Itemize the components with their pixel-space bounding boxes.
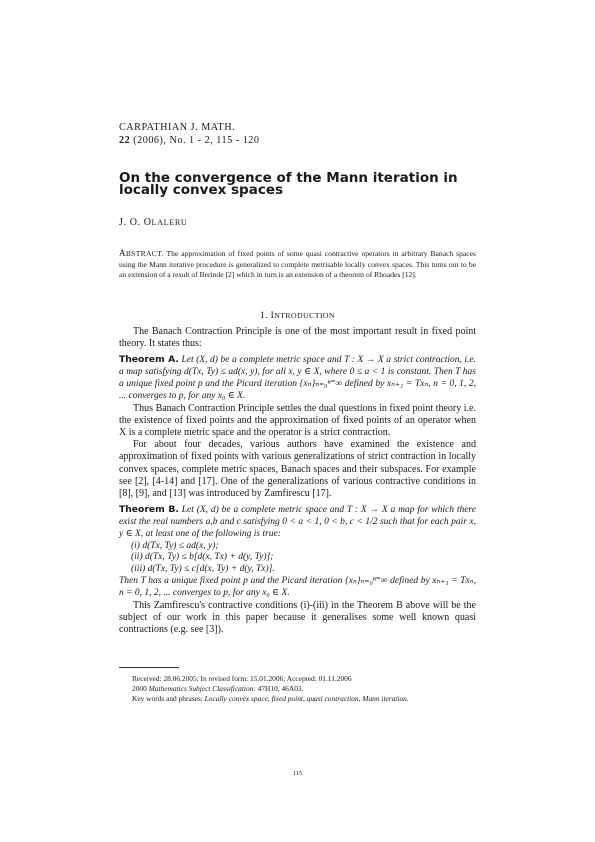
section-heading: 1. INTRODUCTION	[260, 311, 335, 321]
theorem-a-label: Theorem A.	[119, 354, 179, 366]
theorem-b-conditions	[119, 541, 476, 576]
issue-info: (2006), No. 1 - 2, 115 - 120	[133, 135, 260, 146]
abstract	[119, 248, 476, 281]
body-text	[119, 326, 476, 636]
theorem-b-label: Theorem B.	[119, 504, 179, 516]
volume-number: 22	[119, 135, 131, 146]
condition-item: (iii) d(Tx, Ty) ≤ c[d(x, Ty) + d(y, Tx)].	[131, 564, 275, 575]
paragraph: The Banach Contraction Principle is one of the most important result in fixed point theory. It states thus:	[119, 326, 476, 350]
journal-name: CARPATHIAN J. MATH.	[119, 122, 236, 133]
paragraph: For about four decades, various authors have examined the existence and approximation of fixed points with various generalizations of strict contraction in locally convex spaces, complete metric spaces, Banach spaces and their subspaces. For example see [2], [4-14] and [17]. One of the generalizations of various contractive conditions in [8], [9], and [13] was introduced by Zamfirescu [17].	[119, 439, 476, 500]
theorem-b-conclusion: Then T has a unique fixed point p and the Picard iteration {xₙ}ₙ₌₀ⁿ⁼∞ defined by xₙ₊₁ = Txₙ, n = 0, 1, 2, ... converges to p, for any x₀ ∈ X.	[119, 576, 476, 598]
paper-title: On the convergence of the Mann iteration in locally convex spaces	[119, 170, 458, 198]
author-name: J. O. OLALERU	[119, 217, 188, 228]
footnote-rule	[119, 667, 179, 668]
theorem-b-text: Let (X, d) be a complete metric space and T : X → X a map for which there exist the real numbers a,b and c satisfying 0 < a < 1, 0 < b, c < 1/2 such that for each pair x, y ∈ X, at least one of the following is true:	[119, 505, 476, 539]
condition-item: (i) d(Tx, Ty) ≤ ad(x, y);	[131, 540, 219, 551]
journal-header	[119, 121, 259, 147]
footnote-received: Received: 28.06.2005; In revised form: 15.01.2006; Accepted: 01.11.2006	[132, 674, 352, 683]
footnotes	[132, 674, 482, 705]
journal-volume-line	[119, 134, 259, 147]
theorem-b	[119, 504, 476, 540]
footnote-msc: 2000 Mathematics Subject Classification: 47H10, 46A03.	[132, 684, 304, 694]
theorem-a	[119, 354, 476, 402]
paragraph: This Zamfirescu's contractive conditions (i)-(iii) in the Theorem B above will be the subject of our work in this paper because it generalises some well known quasi contractions (e.g. see [3]).	[119, 599, 476, 635]
theorem-a-text: Let (X, d) be a complete metric space and T : X → X a strict contraction, i.e. a map satisfying d(Tx, Ty) ≤ ad(x, y), for all x, y ∈ X, where 0 ≤ a < 1 is constant. Then T has a unique fixed point p and the Picard iteration {xₙ}ₙ₌₀ⁿ⁼∞ defined by xₙ₊₁ = Txₙ, n = 0, 1, 2, ... converges to p, for any x₀ ∈ X.	[119, 355, 477, 401]
abstract-text: The approximation of fixed points of some quasi contractive operators in arbitrary Banach spaces using the Mann iterative procedure is generalized to complete metrisable locally convex spaces. This turns out to be an extension of a result of Berinde [2] which in turn is an extension of a theorem of Rhoades [12].	[119, 249, 476, 280]
condition-item: (ii) d(Tx, Ty) ≤ b[d(x, Tx) + d(y, Ty)];	[131, 552, 274, 563]
footnote-keywords: Key words and phrases: Locally convex space, fixed point, quasi contraction, Mann iteration.	[132, 694, 409, 704]
paragraph: Thus Banach Contraction Principle settles the dual questions in fixed point theory i.e. the existence of fixed points and the approximation of fixed points of an operator when X is a complete metric space and the operator is a strict contraction.	[119, 402, 476, 438]
page-number: 115	[292, 770, 303, 777]
abstract-label: ABSTRACT.	[119, 248, 164, 258]
